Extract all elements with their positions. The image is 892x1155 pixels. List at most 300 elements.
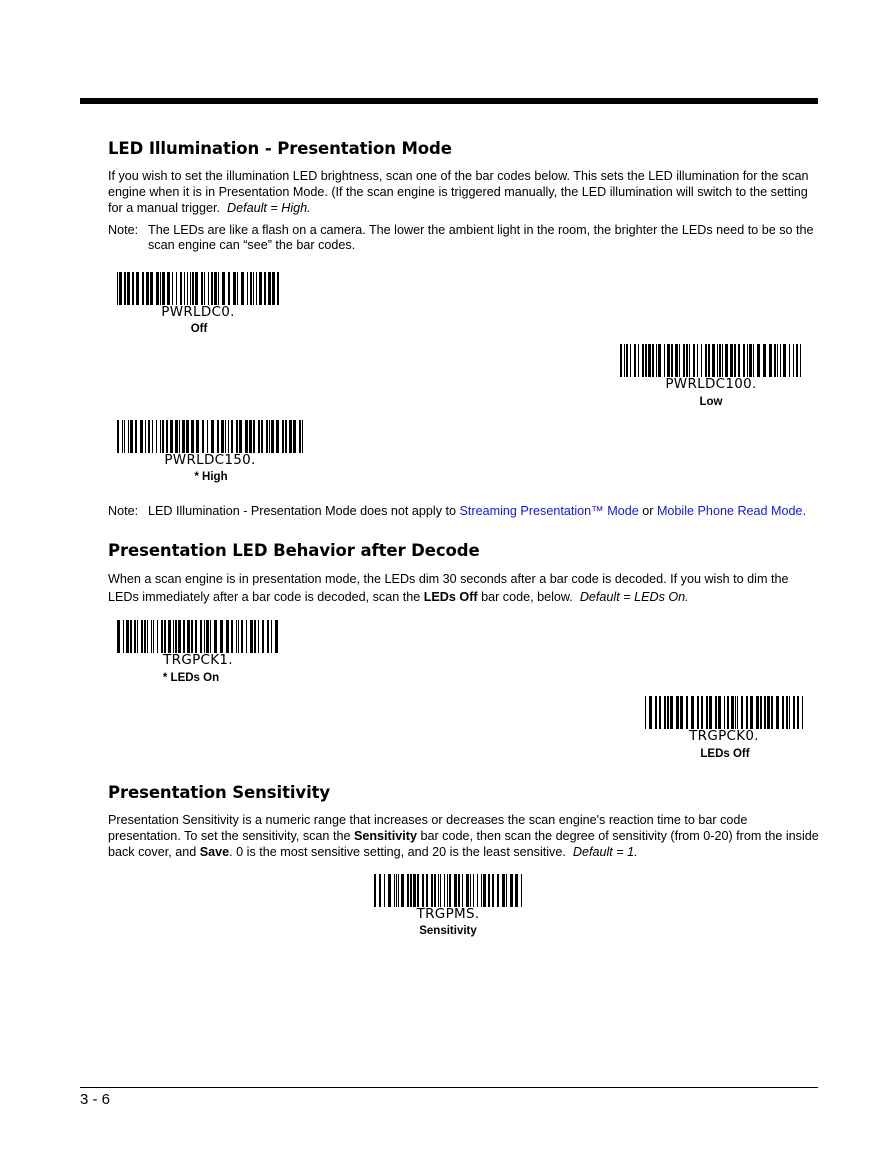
barcode-bar	[722, 344, 723, 377]
barcode-bar	[148, 420, 150, 453]
section-title-presentation-sensitivity: Presentation Sensitivity	[108, 783, 331, 802]
barcode-bar	[793, 344, 794, 377]
barcode-bar	[195, 272, 198, 305]
barcode-text: PWRLDC100.	[665, 376, 757, 392]
barcode-bar	[153, 620, 154, 653]
barcode-bar	[238, 620, 239, 653]
barcode-bar	[510, 874, 513, 907]
barcode-bar	[396, 874, 397, 907]
barcode-bar	[649, 696, 652, 729]
barcode-bar	[231, 420, 233, 453]
barcode-bar	[727, 696, 729, 729]
barcode-bars	[117, 272, 279, 305]
barcode-bar	[757, 344, 760, 377]
barcode-bar	[253, 272, 254, 305]
section-title-led-illumination: LED Illumination - Presentation Mode	[108, 139, 452, 158]
barcode-bar	[204, 272, 205, 305]
barcode-pwrldc150[interactable]	[117, 420, 303, 468]
barcode-bar	[135, 420, 137, 453]
barcode-bar	[200, 620, 202, 653]
barcode-bar	[746, 696, 748, 729]
barcode-bar	[190, 272, 191, 305]
barcode-bar	[191, 420, 194, 453]
barcode-bar	[201, 272, 203, 305]
top-rule	[80, 98, 818, 104]
barcode-text: PWRLDC0.	[161, 304, 235, 320]
barcode-bar	[214, 620, 217, 653]
barcode-bar	[245, 420, 248, 453]
barcode-bar	[802, 696, 803, 729]
barcode-bar	[170, 420, 173, 453]
barcode-bar	[247, 272, 248, 305]
barcode-bar	[697, 696, 699, 729]
note-text: or	[638, 504, 657, 518]
barcode-bar	[735, 696, 736, 729]
barcode-bar	[689, 344, 690, 377]
barcode-bar	[249, 420, 252, 453]
barcode-bar	[384, 874, 385, 907]
barcode-text: TRGPCK0.	[689, 728, 759, 744]
barcode-bar	[793, 696, 795, 729]
barcode-bar	[506, 874, 507, 907]
barcode-bar	[438, 874, 439, 907]
barcode-bar	[667, 344, 670, 377]
barcode-bar	[645, 344, 647, 377]
barcode-bar	[706, 696, 708, 729]
section3-text: Presentation Sensitivity is a numeric range that increases or decreases the scan engine's reaction time to bar code presentation. To set the sensitivity, scan the	[108, 813, 748, 843]
note-leds-camera	[108, 223, 820, 253]
barcode-bar	[221, 420, 224, 453]
barcode-bar	[738, 344, 740, 377]
barcode-bar	[724, 696, 725, 729]
note-body: The LEDs are like a flash on a camera. The lower the ambient light in the room, the brighter the LEDs need to be so the scan engine can “see” the bar codes.	[148, 223, 814, 252]
barcode-text: TRGPMS.	[416, 906, 480, 922]
link-streaming-presentation[interactable]: Streaming Presentation™ Mode	[459, 504, 639, 518]
barcode-bar	[122, 420, 123, 453]
barcode-bar	[206, 620, 209, 653]
barcode-bar	[210, 620, 211, 653]
barcode-bar	[737, 696, 738, 729]
note-text: LED Illumination - Presentation Mode does not apply to	[148, 504, 460, 518]
barcode-bar	[492, 874, 494, 907]
barcode-bar	[117, 272, 118, 305]
barcode-bar	[166, 420, 168, 453]
note-tag: Note:	[108, 223, 139, 237]
section2-paragraph	[108, 570, 820, 606]
barcode-bar	[145, 420, 146, 453]
barcode-bar	[470, 874, 471, 907]
barcode-bar	[233, 272, 236, 305]
barcode-bar	[302, 420, 303, 453]
barcode-bar	[264, 272, 266, 305]
barcode-bar	[147, 620, 148, 653]
barcode-bar	[180, 272, 182, 305]
barcode-bar	[130, 420, 133, 453]
barcode-bar	[204, 620, 205, 653]
barcode-bar	[162, 420, 164, 453]
barcode-bar	[261, 420, 263, 453]
barcode-bar	[214, 272, 217, 305]
section1-text: If you wish to set the illumination LED brightness, scan one of the bar codes below. This sets the LED illumination for the scan engine when it is in Presentation Mode. (If the scan engine is triggered manually, the LED illumination will switch to the setting for a manual trigger.	[108, 169, 809, 215]
barcode-bar	[254, 620, 256, 653]
barcode-bar	[241, 272, 244, 305]
section2-default: Default = LEDs On.	[579, 590, 689, 604]
barcode-bar	[134, 620, 136, 653]
barcode-trgpck0[interactable]	[645, 696, 803, 744]
barcode-bar	[719, 344, 721, 377]
section3-default: Default = 1.	[572, 845, 638, 859]
barcode-bar	[741, 696, 743, 729]
barcode-bar	[796, 344, 798, 377]
barcode-bar	[449, 874, 451, 907]
barcode-bar	[783, 344, 786, 377]
barcode-bar	[691, 696, 694, 729]
barcode-bar	[786, 696, 788, 729]
barcode-bar	[266, 420, 268, 453]
barcode-bar	[184, 272, 185, 305]
barcode-bar	[776, 696, 779, 729]
barcode-bar	[228, 420, 229, 453]
barcode-bar	[277, 272, 279, 305]
barcode-bar	[124, 272, 126, 305]
barcode-bar	[521, 874, 522, 907]
page-number: 3 - 6	[80, 1091, 111, 1108]
barcode-bar	[743, 344, 745, 377]
barcode-bar	[225, 420, 226, 453]
barcode-bar	[176, 272, 177, 305]
barcode-trgpms[interactable]	[374, 874, 522, 922]
barcode-bar	[117, 620, 120, 653]
barcode-bar	[473, 874, 474, 907]
barcode-bar	[634, 344, 636, 377]
barcode-bar	[168, 620, 171, 653]
barcode-bar	[764, 696, 766, 729]
barcode-bar	[708, 344, 710, 377]
barcode-bar	[789, 696, 790, 729]
barcode-bar	[774, 344, 776, 377]
barcode-pwrldc0[interactable]	[117, 272, 279, 320]
barcode-bar	[127, 272, 130, 305]
barcode-bar	[299, 420, 301, 453]
barcode-bar	[175, 620, 177, 653]
barcode-bar	[749, 344, 752, 377]
barcode-bar	[645, 696, 646, 729]
barcode-bar	[132, 272, 134, 305]
barcode-bar	[705, 344, 707, 377]
barcode-bar	[236, 420, 238, 453]
barcode-bar	[747, 344, 748, 377]
barcode-bars	[620, 344, 802, 377]
barcode-bar	[152, 420, 153, 453]
barcode-bar	[497, 874, 499, 907]
barcode-bar	[444, 874, 445, 907]
barcode-bar	[734, 344, 736, 377]
barcode-bar	[701, 696, 703, 729]
barcode-bar	[217, 420, 219, 453]
barcode-trgpck1[interactable]	[117, 620, 279, 668]
barcode-bar	[753, 344, 754, 377]
barcode-bar	[502, 874, 505, 907]
note-tag: Note:	[108, 504, 139, 518]
note-text: .	[802, 504, 807, 518]
barcode-bar	[656, 344, 657, 377]
section3-paragraph	[108, 812, 820, 860]
barcode-bar	[626, 344, 628, 377]
barcode-bar	[207, 420, 208, 453]
barcode-bar	[123, 620, 124, 653]
barcode-bar	[157, 620, 158, 653]
barcode-bar	[117, 420, 119, 453]
barcode-bar	[195, 620, 197, 653]
barcode-bar	[124, 420, 125, 453]
barcode-bar	[620, 344, 622, 377]
barcode-bar	[271, 420, 274, 453]
barcode-bar	[218, 272, 219, 305]
note-body	[148, 504, 820, 519]
section2-text: bar code, below.	[477, 590, 573, 604]
barcode-bar	[156, 420, 157, 453]
barcode-bars	[117, 620, 279, 653]
barcode-bar	[648, 344, 651, 377]
link-mobile-phone-read-mode[interactable]: Mobile Phone Read Mode	[656, 504, 803, 518]
barcode-bar	[186, 420, 189, 453]
barcode-bar	[431, 874, 433, 907]
barcode-bar	[712, 344, 715, 377]
barcode-bar	[379, 874, 381, 907]
barcode-bar	[236, 620, 237, 653]
barcode-bar	[178, 620, 181, 653]
barcode-bar	[388, 874, 391, 907]
section-title-led-behavior: Presentation LED Behavior after Decode	[108, 541, 480, 560]
barcode-bar	[709, 696, 712, 729]
barcode-bar	[686, 344, 688, 377]
barcode-bar	[220, 620, 223, 653]
barcode-bar	[664, 696, 666, 729]
barcode-bar	[246, 620, 247, 653]
barcode-bar	[782, 696, 784, 729]
barcode-bar	[462, 874, 463, 907]
barcode-bar	[675, 344, 678, 377]
barcode-bar	[797, 696, 799, 729]
section2-bold: LEDs Off	[423, 590, 478, 604]
barcode-bar	[767, 696, 770, 729]
barcode-bar	[183, 620, 185, 653]
barcode-bar	[150, 272, 153, 305]
barcode-bar	[398, 874, 399, 907]
barcode-bar	[267, 620, 269, 653]
barcode-label-sensitivity: Sensitivity	[419, 925, 477, 937]
barcode-bar	[191, 620, 193, 653]
barcode-bar	[693, 344, 695, 377]
barcode-bar	[671, 344, 673, 377]
barcode-bar	[769, 344, 772, 377]
barcode-bar	[434, 874, 436, 907]
barcode-label-off: Off	[190, 323, 208, 335]
barcode-bar	[130, 620, 132, 653]
barcode-bar	[285, 420, 287, 453]
barcode-bar	[676, 696, 679, 729]
barcode-bar	[250, 620, 253, 653]
barcode-bar	[167, 272, 170, 305]
barcode-bar	[407, 874, 409, 907]
barcode-bar	[142, 272, 144, 305]
barcode-bar	[454, 874, 457, 907]
barcode-label-leds-off: LEDs Off	[700, 748, 750, 760]
barcode-bar	[196, 420, 199, 453]
barcode-bar	[241, 620, 243, 653]
barcode-bar	[268, 272, 271, 305]
barcode-bar	[228, 272, 230, 305]
barcode-bar	[670, 696, 673, 729]
barcode-bar	[667, 696, 669, 729]
barcode-text: TRGPCK1.	[163, 652, 233, 668]
barcode-bar	[237, 272, 238, 305]
barcode-bar	[715, 696, 717, 729]
barcode-bar	[293, 420, 296, 453]
barcode-bar	[202, 420, 204, 453]
barcode-bar	[162, 272, 165, 305]
barcode-bar	[481, 874, 482, 907]
barcode-bar	[259, 272, 262, 305]
barcode-bar	[208, 272, 209, 305]
section3-text: . 0 is the most sensitive setting, and 20 is the least sensitive.	[229, 845, 566, 859]
barcode-bar	[276, 420, 279, 453]
barcode-bar	[458, 874, 460, 907]
barcode-bar	[800, 344, 801, 377]
barcode-bar	[173, 620, 174, 653]
barcode-bar	[701, 344, 702, 377]
barcode-bar	[718, 696, 721, 729]
barcode-bar	[725, 344, 728, 377]
barcode-bar	[226, 620, 229, 653]
barcode-bar	[182, 420, 185, 453]
barcode-label-high: * High	[194, 471, 228, 483]
barcode-bar	[119, 272, 122, 305]
section1-paragraph	[108, 168, 820, 216]
barcode-bar	[638, 344, 639, 377]
barcode-bar	[272, 272, 275, 305]
barcode-bar	[789, 344, 790, 377]
barcode-bar	[222, 272, 225, 305]
barcode-bar	[175, 420, 178, 453]
barcode-bar	[172, 272, 173, 305]
barcode-bar	[211, 420, 214, 453]
barcode-bar	[394, 874, 395, 907]
barcode-bars	[645, 696, 803, 729]
barcode-bar	[447, 874, 448, 907]
note-presentation-mode	[108, 504, 820, 519]
barcode-bar	[750, 696, 753, 729]
section3-text: bar code, then scan the degree of sensitivity (from 0-20) from the inside back cover, and	[108, 829, 819, 859]
barcode-bar	[250, 272, 252, 305]
barcode-bar	[161, 620, 163, 653]
bottom-rule	[80, 1087, 818, 1088]
barcode-pwrldc100[interactable]	[620, 344, 802, 392]
barcode-bar	[652, 344, 654, 377]
barcode-bar	[697, 344, 698, 377]
barcode-bars	[117, 420, 303, 453]
section3-bold: Sensitivity	[353, 829, 417, 843]
barcode-bar	[187, 620, 190, 653]
barcode-bar	[282, 420, 284, 453]
barcode-bar	[164, 620, 166, 653]
barcode-bar	[630, 344, 631, 377]
barcode-bar	[401, 874, 404, 907]
barcode-bar	[488, 874, 490, 907]
barcode-bar	[780, 344, 781, 377]
barcode-bar	[136, 272, 139, 305]
barcode-bar	[483, 874, 486, 907]
barcode-bar	[731, 696, 734, 729]
barcode-bar	[146, 272, 149, 305]
barcode-bar	[417, 874, 419, 907]
section2-text: When a scan engine is in presentation mode, the LEDs dim 30 seconds after a bar code is decoded. If you wish to dim the LEDs immediately after a bar code is decoded, scan the	[108, 572, 789, 604]
barcode-bar	[664, 344, 665, 377]
barcode-bar	[128, 420, 129, 453]
barcode-bars	[374, 874, 522, 907]
barcode-bar	[686, 696, 688, 729]
barcode-bar	[410, 874, 412, 907]
barcode-bar	[477, 874, 478, 907]
barcode-bar	[160, 272, 161, 305]
barcode-bar	[160, 420, 161, 453]
barcode-bar	[683, 344, 685, 377]
barcode-bar	[151, 620, 152, 653]
barcode-bar	[156, 272, 159, 305]
section1-default: Default = High.	[227, 201, 311, 215]
barcode-bar	[658, 344, 661, 377]
barcode-bar	[624, 344, 625, 377]
barcode-bar	[466, 874, 469, 907]
barcode-label-leds-on: * LEDs On	[162, 672, 220, 684]
barcode-bar	[777, 344, 778, 377]
barcode-bar	[144, 620, 146, 653]
barcode-bar	[140, 420, 143, 453]
barcode-text: PWRLDC150.	[164, 452, 256, 468]
barcode-bar	[137, 620, 138, 653]
barcode-label-low: Low	[699, 396, 723, 408]
barcode-bar	[756, 696, 759, 729]
barcode-bar	[187, 272, 188, 305]
barcode-bar	[275, 620, 278, 653]
barcode-bar	[426, 874, 428, 907]
barcode-bar	[179, 420, 180, 453]
barcode-bar	[256, 272, 257, 305]
barcode-bar	[211, 272, 213, 305]
barcode-bar	[258, 420, 260, 453]
section3-bold: Save	[199, 845, 230, 859]
barcode-bar	[515, 874, 518, 907]
barcode-bar	[440, 874, 441, 907]
barcode-bar	[771, 696, 773, 729]
barcode-bar	[717, 344, 718, 377]
barcode-bar	[374, 874, 376, 907]
barcode-bar	[680, 696, 683, 729]
barcode-bar	[289, 420, 292, 453]
barcode-bar	[231, 620, 233, 653]
barcode-bar	[239, 420, 242, 453]
barcode-bar	[655, 696, 657, 729]
barcode-bar	[269, 420, 270, 453]
barcode-bar	[422, 874, 424, 907]
barcode-bar	[659, 696, 661, 729]
barcode-bar	[271, 620, 272, 653]
barcode-bar	[763, 344, 766, 377]
barcode-bar	[258, 620, 259, 653]
barcode-bar	[642, 344, 644, 377]
barcode-bar	[126, 620, 129, 653]
barcode-bar	[760, 696, 762, 729]
